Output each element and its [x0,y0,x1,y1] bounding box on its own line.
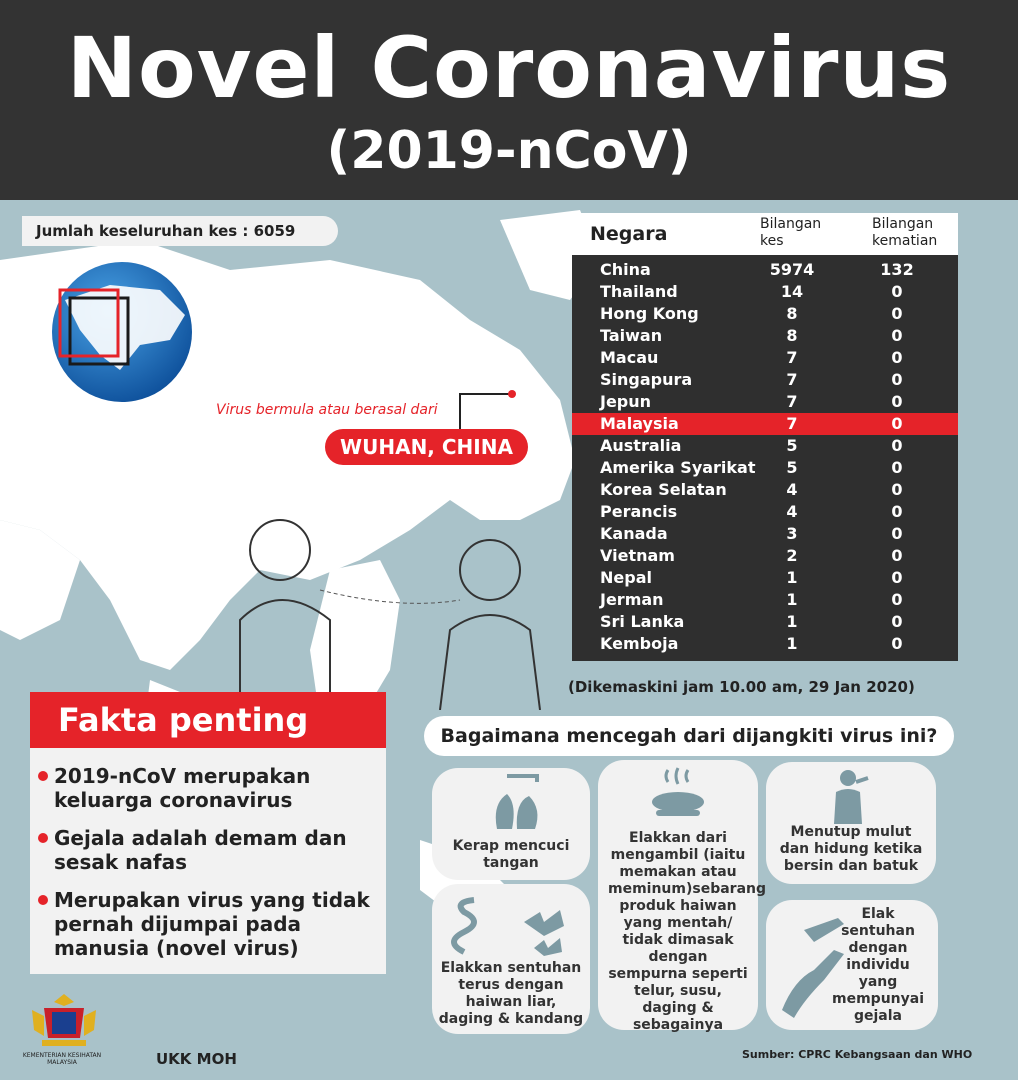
country-cell: Australia [600,436,682,455]
card-text: Elakkan dari mengambil (iaitu memakan atau meminum)sebarang produk haiwan yang mentah/ tidak dimasak dengan sempurna seperti telur, susu, daging & sebagainya [608,830,767,1033]
table-row [572,391,958,413]
prevention-card-food [598,760,767,1033]
cases-table [572,213,958,661]
deaths-cell: 0 [891,392,903,411]
table-row [572,567,958,589]
table-row [572,457,958,479]
country-cell: China [600,260,651,279]
cases-cell: 5 [786,458,798,477]
source-note: Sumber: CPRC Kebangsaan dan WHO [742,1048,973,1061]
cases-cell: 4 [786,480,798,499]
card-text: Elak sentuhan dengan individu yang mempunyai gejala [832,906,924,1024]
prevention-card-hands [766,900,938,1030]
country-cell: Kanada [600,524,668,543]
facts-title: Fakta penting [30,692,386,748]
cases-cell: 5974 [769,260,815,279]
ministry-crest-logo [22,990,106,1050]
table-row [572,281,958,303]
deaths-cell: 0 [891,502,903,521]
deaths-cell: 0 [891,370,903,389]
fact-item: Merupakan virus yang tidak pernah dijumpai pada manusia (novel virus) [54,888,370,960]
table-body [572,259,958,655]
table-row [572,413,958,435]
people-illustration [200,510,550,710]
cases-cell: 8 [786,304,798,323]
food-icon [646,766,710,820]
table-row [572,611,958,633]
table-header [572,213,958,255]
prevention-question: Bagaimana mencegah dari dijangkiti virus ini? [424,716,954,756]
country-cell: Malaysia [600,414,679,433]
deaths-cell: 132 [880,260,914,279]
cases-cell: 7 [786,392,798,411]
fact-bullet-icon [38,895,48,905]
country-cell: Vietnam [600,546,675,565]
total-cases-box: Jumlah keseluruhan kes : 6059 [22,216,338,246]
prevention-card-cough [766,762,936,884]
table-row [572,347,958,369]
cases-cell: 7 [786,348,798,367]
table-row [572,633,958,655]
cough-icon [828,768,872,824]
deaths-cell: 0 [891,634,903,653]
country-cell: Nepal [600,568,652,587]
header-cases: Bilangan kes [760,216,822,249]
country-cell: Amerika Syarikat [600,458,756,477]
origin-label: Virus bermula atau berasal dari [216,402,438,418]
table-row [572,479,958,501]
table-row [572,303,958,325]
animal-icon [444,892,580,962]
deaths-cell: 0 [891,568,903,587]
cases-cell: 1 [786,612,798,631]
fact-bullet-icon [38,833,48,843]
country-cell: Korea Selatan [600,480,727,499]
cases-cell: 14 [780,282,804,301]
country-cell: Taiwan [600,326,663,345]
deaths-cell: 0 [891,524,903,543]
header-deaths: Bilangan kematian [872,216,938,249]
country-cell: Thailand [600,282,678,301]
country-cell: Jerman [600,590,664,609]
deaths-cell: 0 [891,436,903,455]
cases-cell: 7 [786,414,798,433]
country-cell: Singapura [600,370,693,389]
deaths-cell: 0 [891,414,903,433]
cases-cell: 5 [786,436,798,455]
country-cell: Sri Lanka [600,612,685,631]
country-cell: Macau [600,348,659,367]
ukk-label: UKK MOH [156,1050,237,1068]
table-row [572,369,958,391]
globe-icon [50,260,195,405]
origin-city-badge: WUHAN, CHINA [325,429,528,465]
header-banner [0,0,1018,200]
deaths-cell: 0 [891,546,903,565]
updated-note: (Dikemaskini jam 10.00 am, 29 Jan 2020) [568,678,915,696]
page-title: Novel Coronavirus [66,19,952,117]
deaths-cell: 0 [891,480,903,499]
country-cell: Perancis [600,502,678,521]
table-row [572,501,958,523]
prevention-card-animal [432,884,590,1034]
deaths-cell: 0 [891,612,903,631]
deaths-cell: 0 [891,590,903,609]
table-row [572,545,958,567]
table-row [572,589,958,611]
card-text: Elakkan sentuhan terus dengan haiwan liar, daging & kandang [438,960,584,1027]
cases-cell: 7 [786,370,798,389]
country-cell: Kemboja [600,634,679,653]
fact-item: 2019-nCoV merupakan keluarga coronavirus [54,764,311,812]
cases-cell: 1 [786,568,798,587]
card-text: Menutup mulut dan hidung ketika bersin dan batuk [779,824,923,874]
table-row [572,523,958,545]
table-row [572,325,958,347]
header-country: Negara [590,223,668,245]
ministry-name: KEMENTERIAN KESIHATAN MALAYSIA [22,1052,102,1066]
cases-cell: 2 [786,546,798,565]
cases-cell: 8 [786,326,798,345]
table-row [572,435,958,457]
fact-item: Gejala adalah demam dan sesak nafas [54,826,347,874]
cases-cell: 3 [786,524,798,543]
fact-bullet-icon [38,771,48,781]
prevention-card-handwash [432,768,590,880]
country-cell: Hong Kong [600,304,699,323]
deaths-cell: 0 [891,304,903,323]
deaths-cell: 0 [891,282,903,301]
cases-cell: 4 [786,502,798,521]
cases-cell: 1 [786,634,798,653]
deaths-cell: 0 [891,348,903,367]
deaths-cell: 0 [891,458,903,477]
handwash-icon [487,774,547,834]
page-subtitle: (2019-nCoV) [326,121,692,181]
card-text: Kerap mencuci tangan [452,838,570,871]
cases-cell: 1 [786,590,798,609]
country-cell: Jepun [600,392,652,411]
deaths-cell: 0 [891,326,903,345]
table-row [572,259,958,281]
